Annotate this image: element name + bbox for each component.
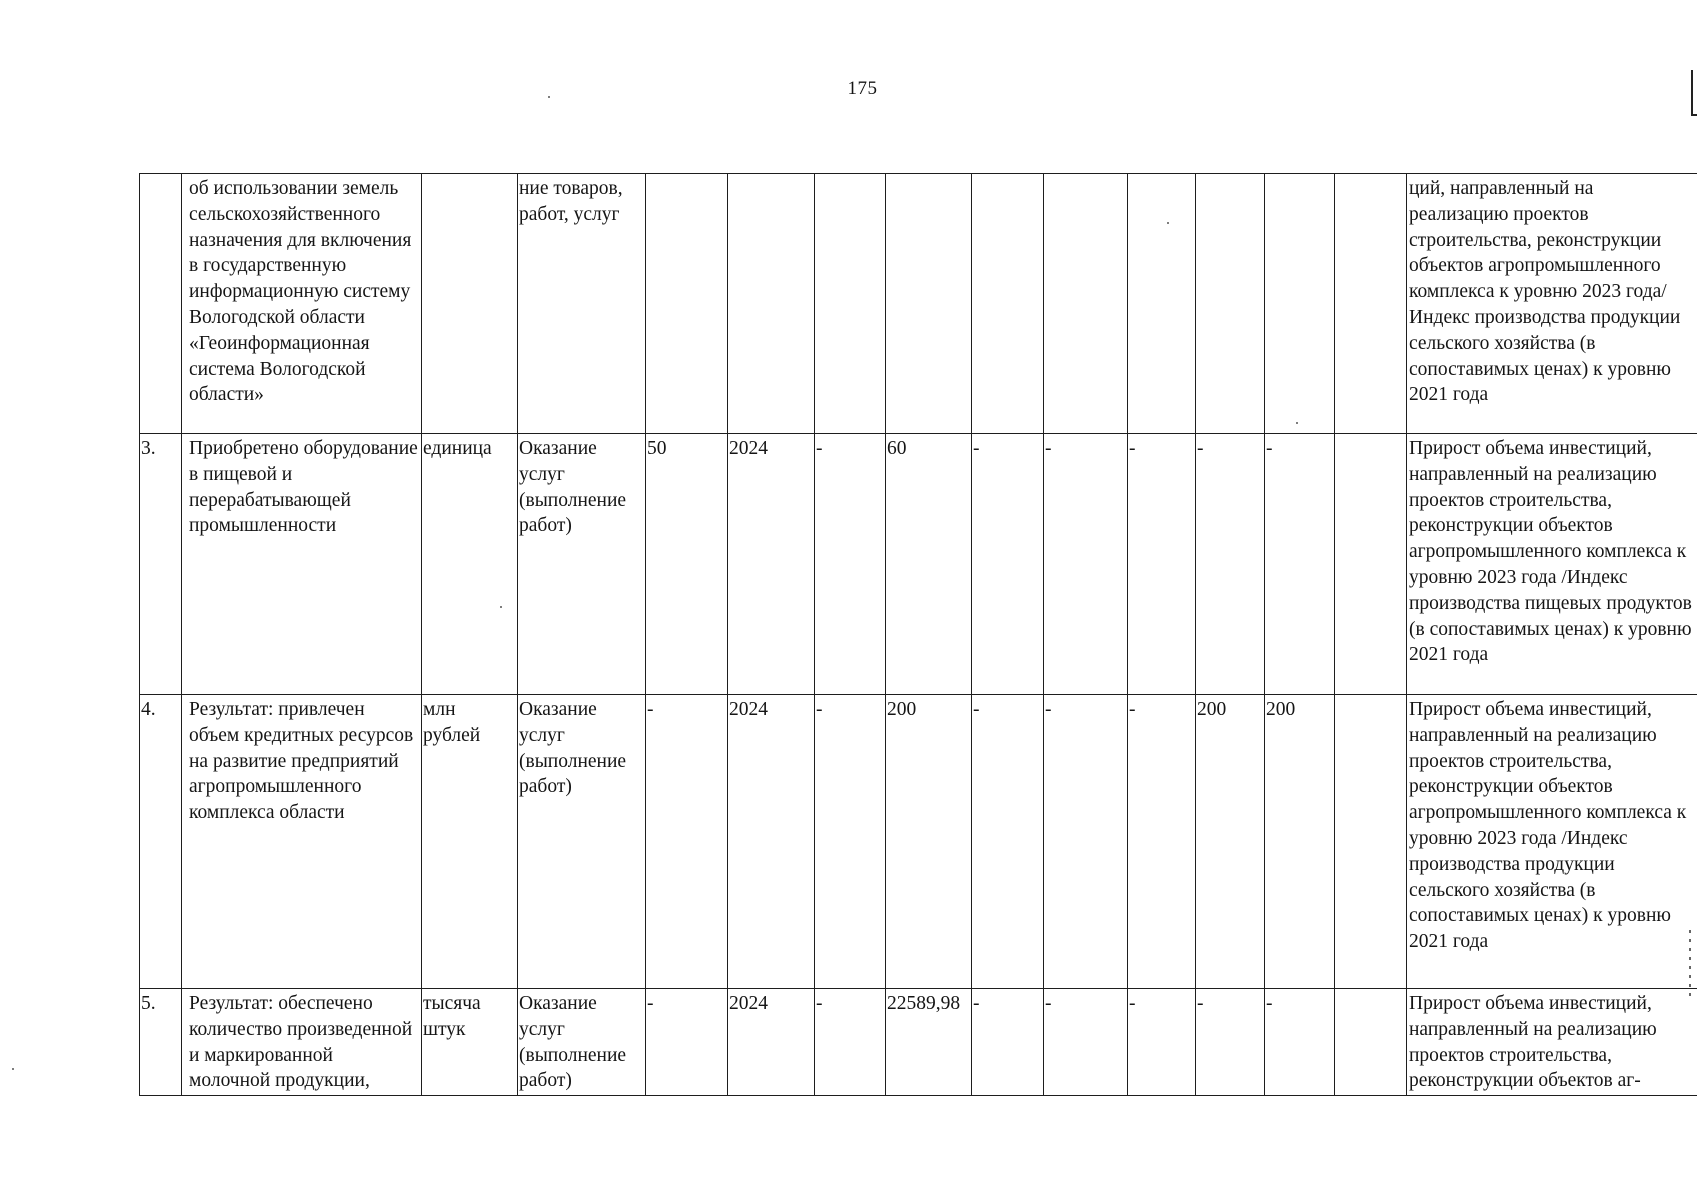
cell-year-value: -	[972, 434, 1044, 695]
cell-year-value: -	[972, 989, 1044, 1096]
cell-year-value	[1335, 174, 1407, 434]
cell-linked-indicator: Прирост объема инвестиций, направленный на реализацию проектов строительства, реконструкции объектов аг-	[1407, 989, 1697, 1096]
cell-unit	[422, 174, 518, 434]
cell-result-name: Результат: обеспечено количество произведенной и маркированной молочной продукции,	[182, 989, 422, 1096]
cell-year-value	[1128, 174, 1196, 434]
cell-year-value: 22589,98	[886, 989, 972, 1096]
cell-year-value	[1335, 989, 1407, 1096]
scan-edge-mark	[1691, 70, 1697, 116]
results-table	[139, 173, 1697, 1096]
cell-base-year	[728, 174, 815, 434]
cell-year-value: -	[815, 989, 886, 1096]
cell-year-value: -	[1128, 695, 1196, 989]
cell-base-year: 2024	[728, 434, 815, 695]
cell-base-value: 50	[646, 434, 728, 695]
cell-base-value: -	[646, 695, 728, 989]
scan-speck	[548, 96, 550, 98]
cell-year-value	[1335, 695, 1407, 989]
cell-year-value: -	[972, 695, 1044, 989]
cell-base-year: 2024	[728, 695, 815, 989]
cell-year-value: -	[1044, 434, 1128, 695]
cell-year-value	[1196, 174, 1265, 434]
cell-type: Оказание услуг (выполнение работ)	[518, 989, 646, 1096]
cell-year-value: -	[1265, 434, 1335, 695]
cell-year-value: -	[1044, 695, 1128, 989]
cell-year-value: 200	[1265, 695, 1335, 989]
cell-year-value: 200	[1196, 695, 1265, 989]
cell-base-value	[646, 174, 728, 434]
cell-year-value: -	[1128, 989, 1196, 1096]
cell-year-value: -	[1196, 989, 1265, 1096]
table-row	[140, 989, 1697, 1096]
cell-year-value	[886, 174, 972, 434]
cell-base-year: 2024	[728, 989, 815, 1096]
cell-linked-indicator: Прирост объема инвестиций, направленный на реализацию проектов строительства, реконструкции объектов агропромышленного комплекса к уровню 2023 года /Индекс производства пищевых продуктов (в сопоставимых ценах) к уровню 2021 года	[1407, 434, 1697, 695]
cell-year-value	[815, 174, 886, 434]
cell-result-name: Приобретено оборудование в пищевой и перерабатывающей промышленности	[182, 434, 422, 695]
cell-type: Оказание услуг (выполнение работ)	[518, 695, 646, 989]
cell-unit: единица	[422, 434, 518, 695]
cell-year-value: -	[1196, 434, 1265, 695]
cell-year-value	[972, 174, 1044, 434]
cell-year-value: -	[1265, 989, 1335, 1096]
table-row	[140, 174, 1697, 434]
cell-year-value: -	[815, 434, 886, 695]
cell-number: 5.	[140, 989, 182, 1096]
cell-linked-indicator: ций, направленный на реализацию проектов строительства, реконструкции объектов агропромышленного комплекса к уровню 2023 года/Индекс производства продукции сельского хозяйства (в сопоставимых ценах) к уровню 2021 года	[1407, 174, 1697, 434]
cell-year-value: -	[1044, 989, 1128, 1096]
cell-number: 4.	[140, 695, 182, 989]
cell-number: 3.	[140, 434, 182, 695]
cell-unit: тысяча штук	[422, 989, 518, 1096]
cell-unit: млн рублей	[422, 695, 518, 989]
table-row	[140, 434, 1697, 695]
cell-base-value: -	[646, 989, 728, 1096]
cell-result-name: Результат: привлечен объем кредитных ресурсов на развитие предприятий агропромышленного комплекса области	[182, 695, 422, 989]
cell-result-name: об использовании земель сельскохозяйственного назначения для включения в государственную информационную систему Вологодской области «Геоинформационная система Вологодской области»	[182, 174, 422, 434]
cell-year-value	[1265, 174, 1335, 434]
cell-year-value: -	[1128, 434, 1196, 695]
cell-year-value: 60	[886, 434, 972, 695]
cell-type: Оказание услуг (выполнение работ)	[518, 434, 646, 695]
cell-year-value	[1335, 434, 1407, 695]
cell-type: ние товаров, работ, услуг	[518, 174, 646, 434]
cell-linked-indicator: Прирост объема инвестиций, направленный на реализацию проектов строительства, реконструкции объектов агропромышленного комплекса к уровню 2023 года /Индекс производства продукции сельского хозяйства (в сопоставимых ценах) к уровню 2021 года	[1407, 695, 1697, 989]
scan-speck	[12, 1068, 14, 1070]
cell-year-value: -	[815, 695, 886, 989]
table-row	[140, 695, 1697, 989]
cell-year-value: 200	[886, 695, 972, 989]
cell-number	[140, 174, 182, 434]
page-number: 175	[847, 78, 878, 99]
cell-year-value	[1044, 174, 1128, 434]
